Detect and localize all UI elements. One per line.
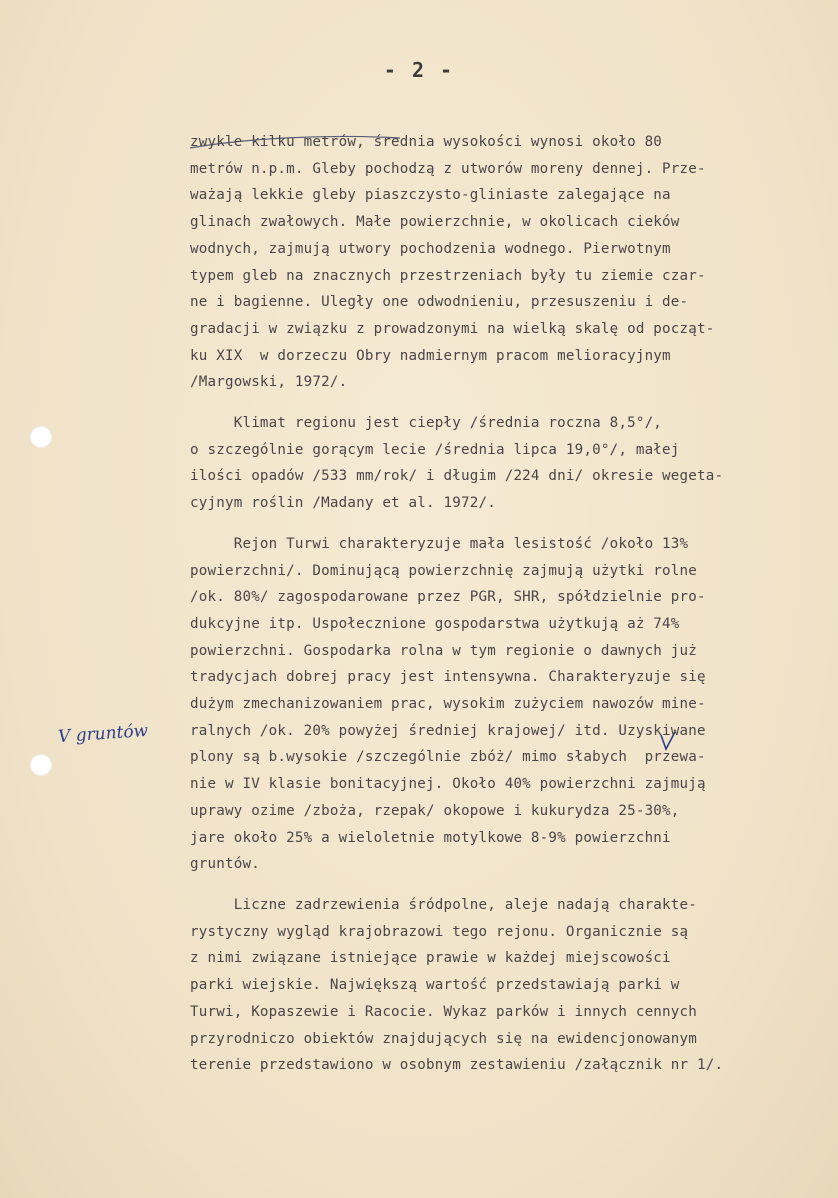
text-line: gruntów. (190, 856, 260, 873)
punch-hole-top (30, 426, 52, 448)
text-line: dużym zmechanizowaniem prac, wysokim zużyciem nawozów mine- (190, 696, 706, 713)
text-line: terenie przedstawiono w osobnym zestawieniu /załącznik nr 1/. (190, 1057, 724, 1074)
text-line: gradacji w związku z prowadzonymi na wielką skalę od począt- (190, 320, 715, 337)
text-line: rystyczny wygląd krajobrazowi tego rejonu. Organicznie są (190, 923, 689, 940)
text-line: Turwi, Kopaszewie i Racocie. Wykaz parków i innych cennych (190, 1003, 698, 1020)
text-line: z nimi związane istniejące prawie w każdej miejscowości (190, 950, 671, 967)
text-line: ważają lekkie gleby piaszczysto-gliniaste zalegające na (190, 187, 671, 204)
text-line: tradycjach dobrej pracy jest intensywna. Charakteryzuje się (190, 669, 706, 686)
punch-hole-bottom (30, 754, 52, 776)
text-line: uprawy ozime /zboża, rzepak/ okopowe i kukurydza 25-30%, (190, 802, 680, 819)
text-line: plony są b.wysokie /szczególnie zbóż/ mimo słabych przewa- (190, 749, 706, 766)
text-line: o szczególnie gorącym lecie /średnia lipca 19,0°/, małej (190, 441, 680, 458)
text-line: wodnych, zajmują utwory pochodzenia wodnego. Pierwotnym (190, 240, 671, 257)
text-line: glinach zwałowych. Małe powierzchnie, w okolicach cieków (190, 214, 680, 231)
text-line: jare około 25% a wieloletnie motylkowe 8-9% powierzchni (190, 829, 671, 846)
text-line: cyjnym roślin /Madany et al. 1972/. (190, 495, 496, 512)
paragraph (190, 129, 815, 396)
handwritten-margin-note: V gruntów (57, 720, 149, 748)
text-line: ralnych /ok. 20% powyżej średniej krajowej/ itd. Uzyskiwane (190, 722, 706, 739)
text-line: ilości opadów /533 mm/rok/ i długim /224 dni/ okresie wegeta- (190, 468, 724, 485)
text-line: Klimat regionu jest ciepły /średnia roczna 8,5°/, (190, 415, 663, 432)
text-line: przyrodniczo obiektów znajdujących się na ewidencjonowanym (190, 1030, 698, 1047)
text-line: /Margowski, 1972/. (190, 374, 348, 391)
text-line: powierzchni. Gospodarka rolna w tym regionie o dawnych już (190, 642, 698, 659)
text-line: parki wiejskie. Największą wartość przedstawiają parki w (190, 977, 680, 994)
text-line: ne i bagienne. Uległy one odwodnieniu, przesuszeniu i de- (190, 294, 689, 311)
paragraph (190, 892, 815, 1079)
text-line: zwykle kilku metrów, średnia wysokości wynosi około 80 (190, 134, 663, 150)
text-line: dukcyjne itp. Uspołecznione gospodarstwa użytkują aż 74% (190, 615, 680, 632)
paragraph (190, 531, 815, 878)
text-line: metrów n.p.m. Gleby pochodzą z utworów moreny dennej. Prze- (190, 160, 706, 177)
text-line: Liczne zadrzewienia śródpolne, aleje nadają charakte- (190, 896, 698, 913)
text-line: ku XIX w dorzeczu Obry nadmiernym pracom melioracyjnym (190, 347, 671, 364)
text-line: nie w IV klasie bonitacyjnej. Około 40% powierzchni zajmują (190, 776, 706, 793)
page-number: - 2 - (383, 58, 455, 82)
text-line: powierzchni/. Dominującą powierzchnię zajmują użytki rolne (190, 562, 698, 579)
text-line: Rejon Turwi charakteryzuje mała lesistość /około 13% (190, 535, 689, 552)
text-line: typem gleb na znacznych przestrzeniach były tu ziemie czar- (190, 267, 706, 284)
paragraph (190, 410, 815, 517)
typed-body-text (190, 129, 815, 1079)
text-line: /ok. 80%/ zagospodarowane przez PGR, SHR, spółdzielnie pro- (190, 589, 706, 606)
